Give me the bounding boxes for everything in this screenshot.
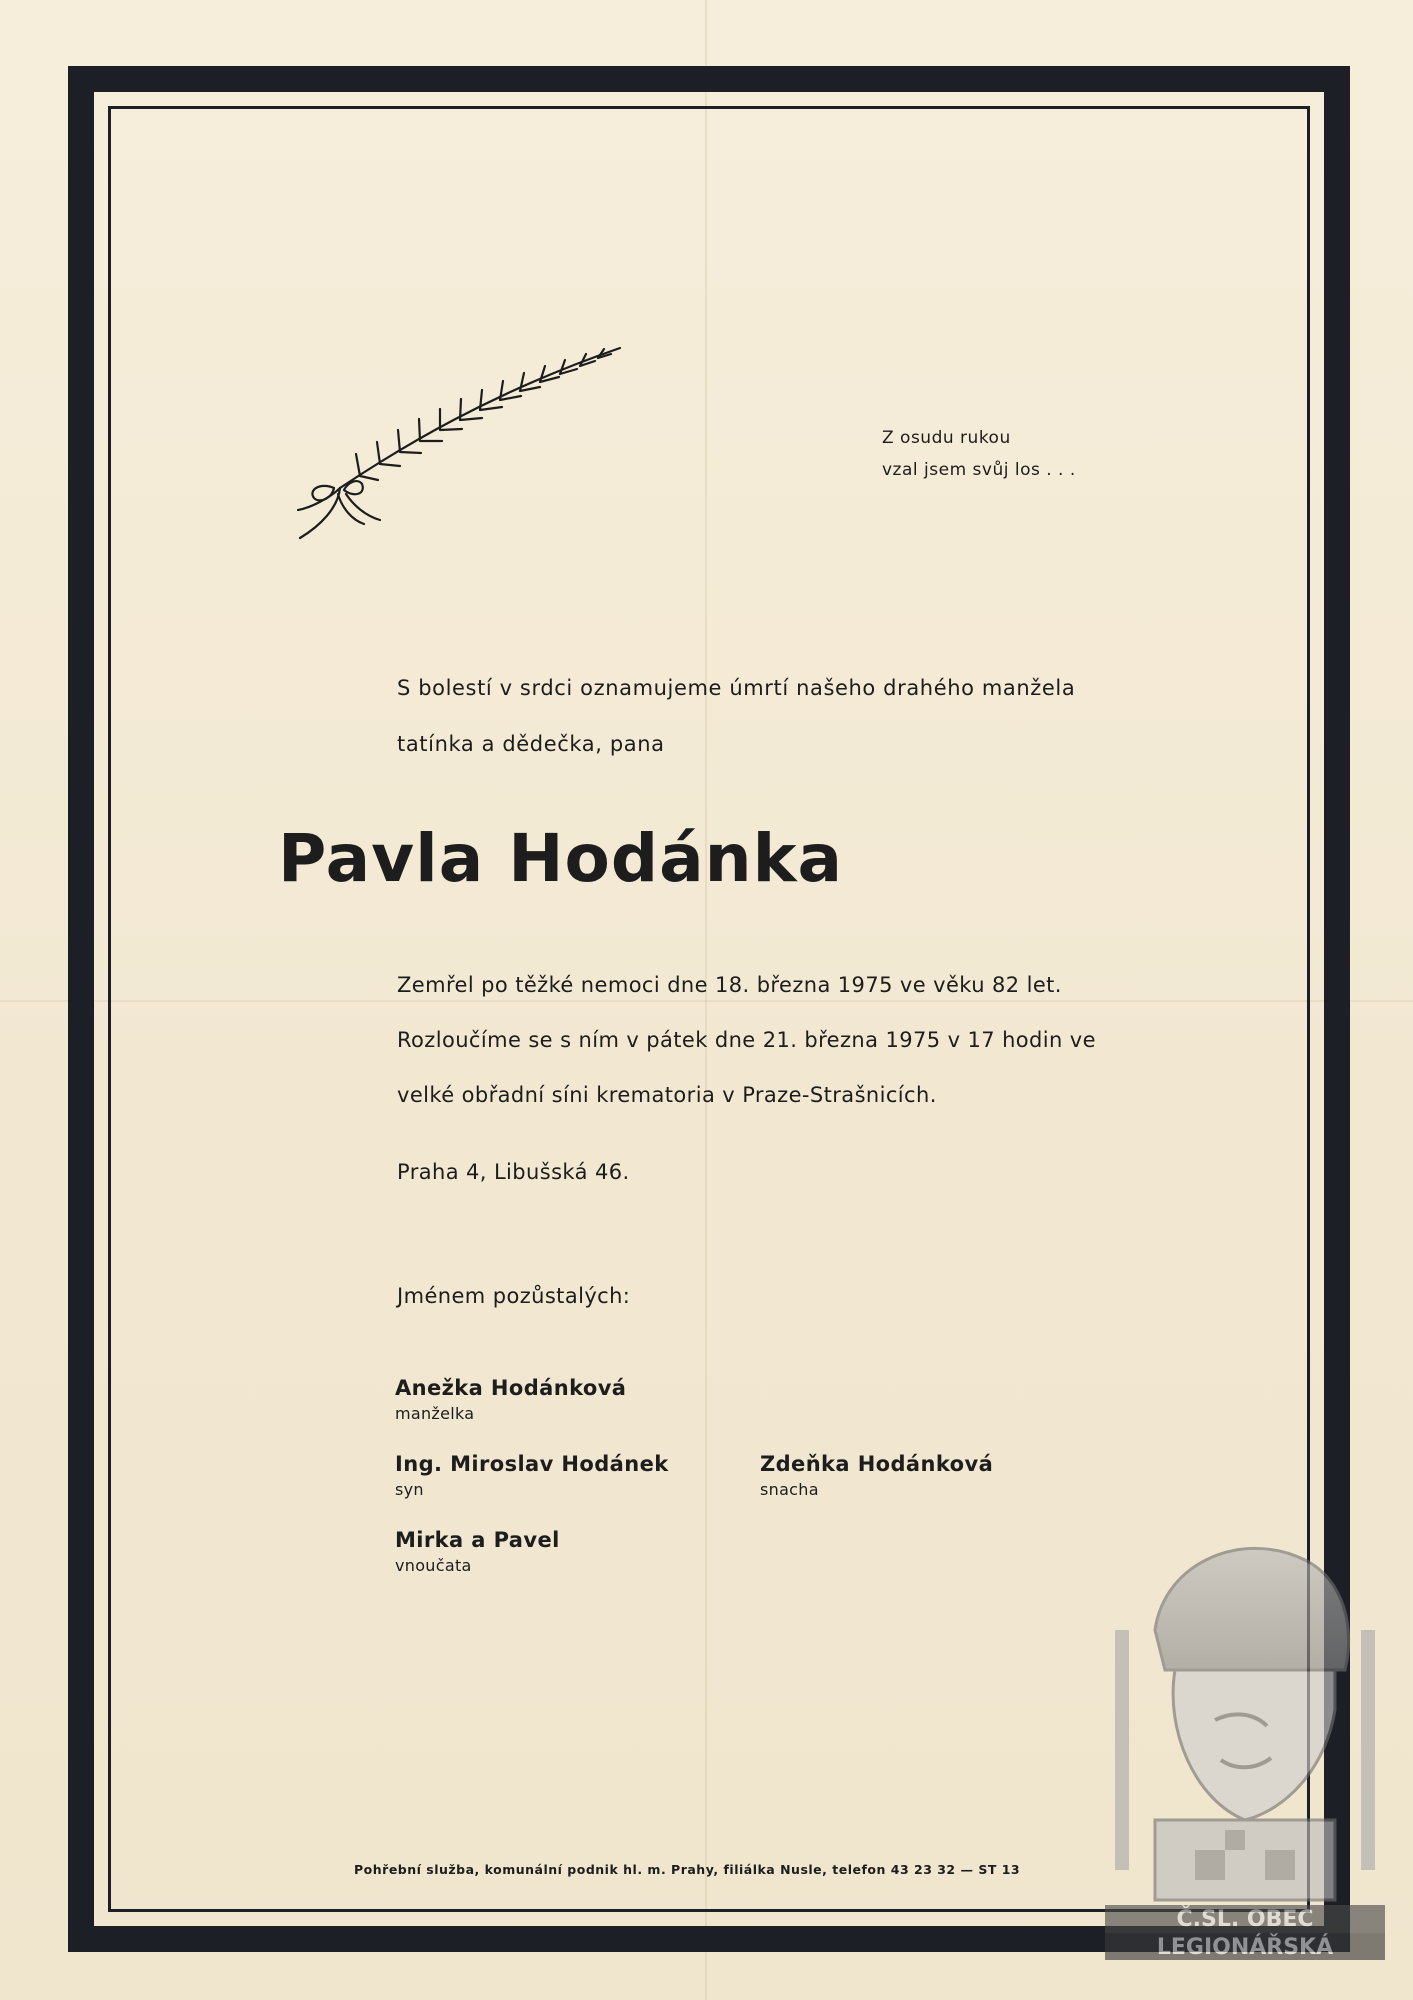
announcement-line-2: tatínka a dědečka, pana bbox=[397, 732, 665, 756]
announcement-text bbox=[397, 660, 1157, 772]
survivor-relation: syn bbox=[395, 1480, 424, 1499]
palm-branch-icon bbox=[290, 338, 630, 543]
address: Praha 4, Libušská 46. bbox=[397, 1160, 630, 1184]
survivor-entry bbox=[395, 1528, 560, 1575]
motto-line-2: vzal jsem svůj los . . . bbox=[882, 460, 1076, 480]
survivor-name: Mirka a Pavel bbox=[395, 1528, 560, 1552]
survivor-relation: vnoučata bbox=[395, 1556, 472, 1575]
deceased-name: Pavla Hodánka bbox=[278, 820, 844, 897]
survivor-name: Ing. Miroslav Hodánek bbox=[395, 1452, 669, 1476]
details-line-3: velké obřadní síni krematoria v Praze-Strašnicích. bbox=[397, 1083, 937, 1107]
motto-quote bbox=[882, 422, 1076, 486]
watermark-text-top: Č.SL. OBEC bbox=[1176, 1907, 1314, 1932]
survivor-name: Zdeňka Hodánková bbox=[760, 1452, 994, 1476]
on-behalf-heading: Jménem pozůstalých: bbox=[397, 1284, 631, 1308]
details-line-1: Zemřel po těžké nemoci dne 18. března 1975 ve věku 82 let. bbox=[397, 973, 1062, 997]
legion-watermark-logo bbox=[1095, 1520, 1395, 1960]
motto-line-1: Z osudu rukou bbox=[882, 428, 1011, 448]
funeral-details bbox=[397, 958, 1096, 1123]
survivor-name: Anežka Hodánková bbox=[395, 1376, 627, 1400]
survivor-entry bbox=[395, 1376, 626, 1423]
survivor-relation: snacha bbox=[760, 1480, 819, 1499]
survivor-entry bbox=[760, 1452, 993, 1499]
announcement-line-1: S bolestí v srdci oznamujeme úmrtí našeho drahého manžela bbox=[397, 676, 1076, 700]
details-line-2: Rozloučíme se s ním v pátek dne 21. března 1975 v 17 hodin ve bbox=[397, 1028, 1096, 1052]
funeral-service-footer: Pohřební služba, komunální podnik hl. m. Prahy, filiálka Nusle, telefon 43 23 32 — ST 13 bbox=[354, 1862, 1021, 1877]
watermark-text-bottom: LEGIONÁŘSKÁ bbox=[1156, 1935, 1334, 1960]
survivor-relation: manželka bbox=[395, 1404, 475, 1423]
survivor-entry bbox=[395, 1452, 669, 1499]
